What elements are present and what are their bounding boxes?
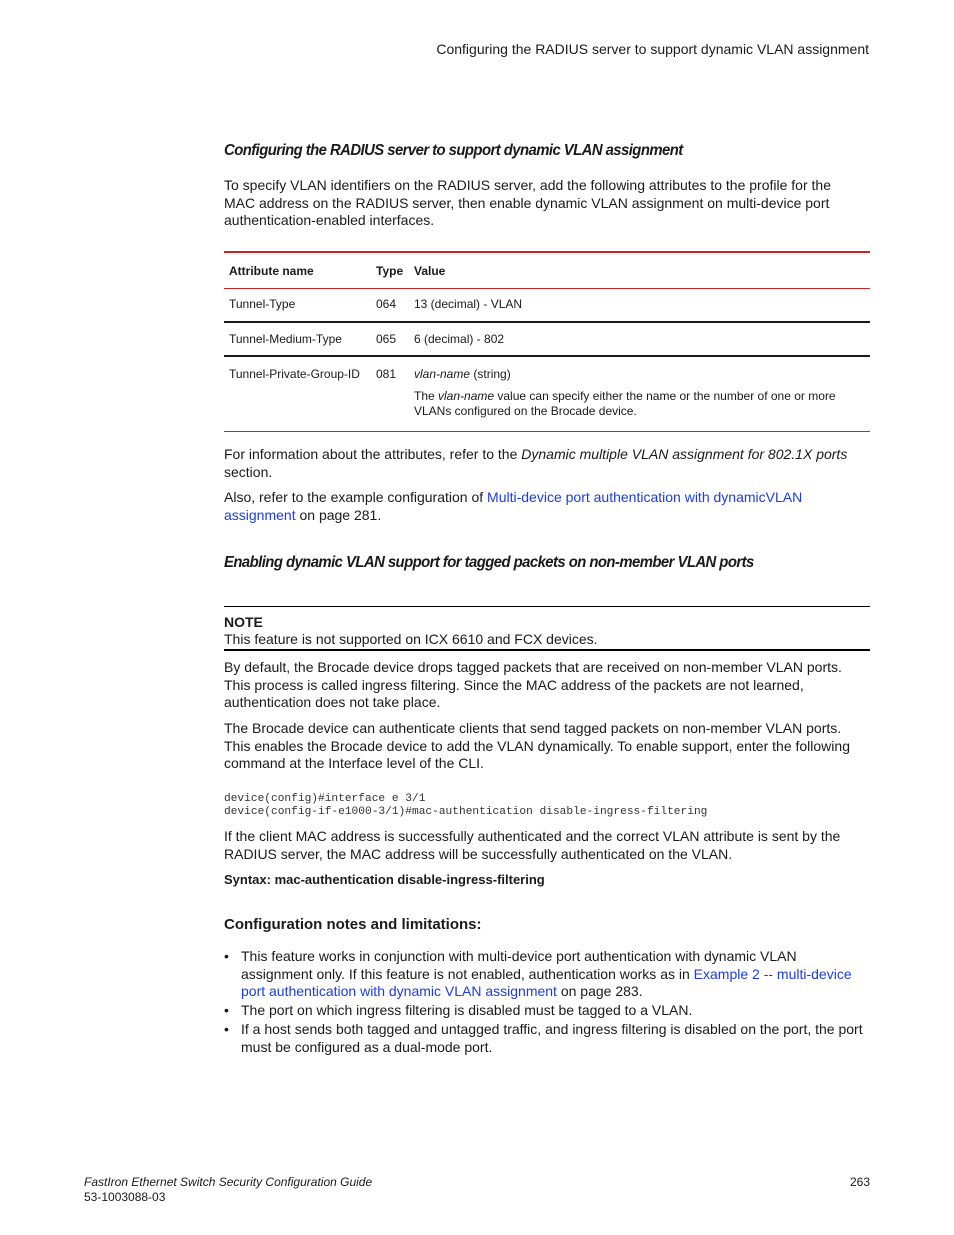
paragraph-result: If the client MAC address is successfully authenticated and the correct VLAN attribute is sent by the RADIUS server, the MAC address will be successfully authenticated on the VLAN. xyxy=(224,828,841,862)
list-item-text-post: on page 283. xyxy=(556,983,643,999)
table-row xyxy=(224,288,870,322)
syntax-line: Syntax: mac-authentication disable-ingress-filtering xyxy=(224,872,545,887)
info-post: section. xyxy=(224,463,273,480)
value-note-rest: value can specify either the name or the number of one or more VLANs configured on the Brocade device. xyxy=(414,389,836,418)
value-rest: (string) xyxy=(470,367,511,381)
cell-type: 064 xyxy=(376,296,397,311)
info-italic-reference: Dynamic multiple VLAN assignment for 802.1X ports xyxy=(521,446,848,462)
note-label: NOTE xyxy=(224,614,263,630)
footer-doc-number: 53-1003088-03 xyxy=(84,1190,166,1204)
note-top-rule xyxy=(224,606,870,607)
cell-attribute-name: Tunnel-Private-Group-ID xyxy=(229,367,360,381)
note-bottom-rule xyxy=(224,649,870,651)
list-item xyxy=(224,1021,870,1056)
list-item-text: This feature works in conjunction with multi-device port authentication with dynamic VLAN assignment only. If this feature is not enabled, authentication works as in xyxy=(241,948,797,982)
cell-type: 065 xyxy=(376,332,397,346)
table-header-row xyxy=(224,252,870,288)
cell-value: 13 (decimal) - VLAN xyxy=(414,296,523,311)
value-line xyxy=(414,367,865,381)
also-post: on page 281. xyxy=(295,506,382,523)
radius-attribute-table xyxy=(224,251,870,432)
also-paragraph xyxy=(224,489,864,524)
subheading-config-notes: Configuration notes and limitations: xyxy=(224,916,482,933)
cli-code-block xyxy=(224,793,707,819)
intro-paragraph: To specify VLAN identifiers on the RADIUS server, add the following attributes to the profile for the MAC address on the RADIUS server, then enable dynamic VLAN assignment on multi-device port authentication-enabled interfaces. xyxy=(224,177,831,228)
paragraph-default-behavior: By default, the Brocade device drops tagged packets that are received on non-member VLAN ports. This process is called ingress filtering. Since the MAC address of the packets are not learned, authentication does not take place. xyxy=(224,659,842,710)
value-note xyxy=(414,389,865,419)
column-header-type: Type xyxy=(376,264,404,278)
page-number: 263 xyxy=(849,1175,870,1189)
list-item xyxy=(224,1002,870,1020)
column-header-attribute-name: Attribute name xyxy=(229,264,314,278)
table-row xyxy=(224,322,870,356)
paragraph-enable-support: The Brocade device can authenticate clients that send tagged packets on non-member VLAN ports. This enables the Brocade device to add the VLAN dynamically. To enable support, enter the following command at the Interface level of the CLI. xyxy=(224,720,850,771)
cell-value: 6 (decimal) - 802 xyxy=(414,332,505,346)
cell-attribute-name: Tunnel-Medium-Type xyxy=(229,332,342,346)
section-heading-tagged-packets: Enabling dynamic VLAN support for tagged packets on non-member VLAN ports xyxy=(224,554,754,571)
footer-doc-info xyxy=(84,1175,372,1205)
section-heading-radius: Configuring the RADIUS server to support dynamic VLAN assignment xyxy=(224,142,683,159)
bullet-icon: • xyxy=(224,1021,229,1037)
note-text: This feature is not supported on ICX 6610 and FCX devices. xyxy=(224,631,598,647)
list-item-text: If a host sends both tagged and untagged traffic, and ingress filtering is disabled on the port, the port must be configured as a dual-mode port. xyxy=(241,1021,863,1055)
link-multi-device-example[interactable]: Multi-device port authentication with dynamicVLAN assignment xyxy=(224,489,803,523)
cell-attribute-name: Tunnel-Type xyxy=(229,296,296,311)
value-note-pre: The xyxy=(414,389,439,403)
column-header-value: Value xyxy=(414,264,446,278)
also-pre: Also, refer to the example configuration of xyxy=(224,489,488,505)
value-italic-term: vlan-name xyxy=(414,367,471,381)
info-paragraph xyxy=(224,446,864,481)
code-line: device(config)#interface e 3/1 xyxy=(224,793,426,805)
table-row xyxy=(224,356,870,431)
cell-value xyxy=(409,356,870,431)
code-line: device(config-if-e1000-3/1)#mac-authentication disable-ingress-filtering xyxy=(224,806,708,818)
link-example-2[interactable]: Example 2 -- multi-device port authentication with dynamic VLAN assignment xyxy=(241,965,852,999)
info-pre: For information about the attributes, refer to the xyxy=(224,446,522,462)
bullet-icon: • xyxy=(224,1002,229,1018)
list-item-text: The port on which ingress filtering is disabled must be tagged to a VLAN. xyxy=(241,1002,693,1018)
limitations-list xyxy=(224,948,870,1058)
list-item xyxy=(224,948,870,1001)
value-note-italic: vlan-name xyxy=(438,389,495,403)
footer-doc-title: FastIron Ethernet Switch Security Configuration Guide xyxy=(84,1175,373,1189)
running-header: Configuring the RADIUS server to support dynamic VLAN assignment xyxy=(436,41,869,57)
cell-type: 081 xyxy=(376,367,397,381)
bullet-icon: • xyxy=(224,948,229,964)
